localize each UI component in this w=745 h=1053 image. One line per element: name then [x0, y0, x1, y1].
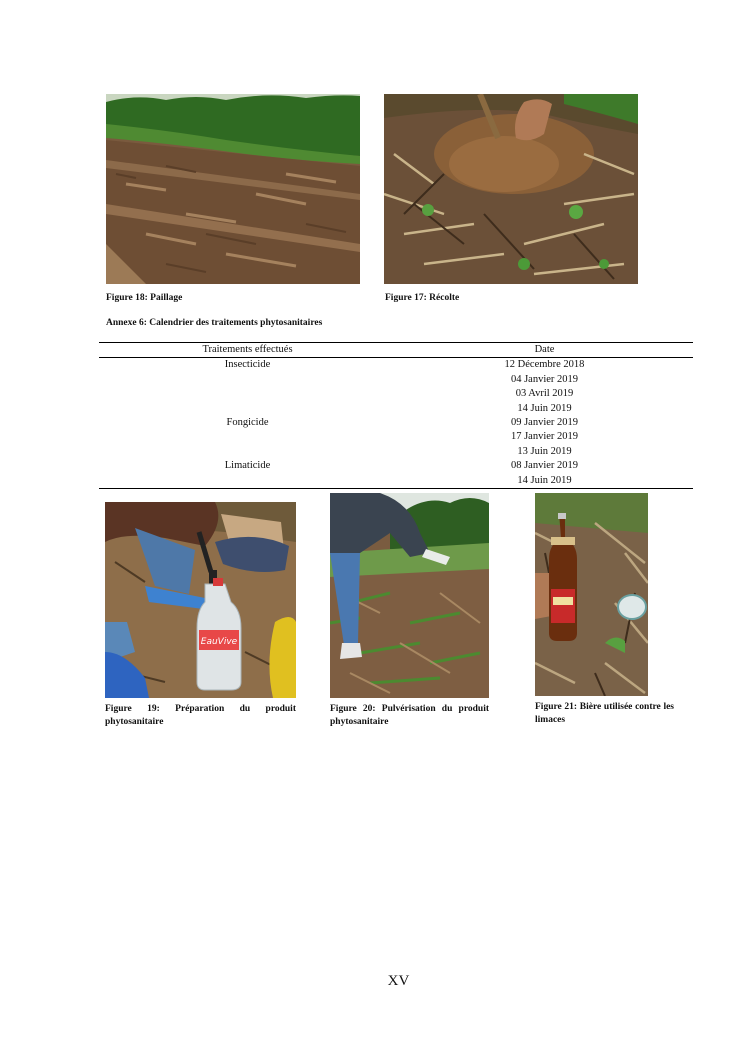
dates-cell: [396, 459, 693, 488]
header-date: Date: [396, 343, 693, 358]
table-row: [99, 459, 693, 488]
dates-cell: [396, 358, 693, 416]
figure-17-caption: Figure 17: Récolte: [385, 293, 460, 303]
treatment-cell: Limaticide: [99, 459, 396, 488]
date-value: 03 Avril 2019: [515, 388, 574, 400]
date-value: 04 Janvier 2019: [510, 373, 579, 385]
figure-19-caption: Figure 19: Préparation du produit phytosanitaire: [105, 704, 296, 727]
dates-cell: [396, 416, 693, 459]
figure-21-caption: Figure 21: Bière utilisée contre les limaces: [535, 702, 674, 725]
annex-title: Annexe 6: Calendrier des traitements phytosanitaires: [106, 318, 323, 328]
table-header-row: [99, 343, 693, 358]
date-value: 14 Juin 2019: [517, 402, 572, 414]
figure-18-photo: [106, 94, 360, 284]
date-value: 14 Juin 2019: [517, 474, 572, 486]
treatment-cell: Insecticide: [224, 359, 271, 371]
date-value: 09 Janvier 2019: [510, 417, 579, 429]
date-value: 13 Juin 2019: [517, 445, 572, 457]
figure-17-photo: [384, 94, 638, 284]
treatments-table: [99, 342, 693, 489]
date-value: 17 Janvier 2019: [510, 431, 579, 443]
figure-21-photo: [535, 493, 648, 696]
figure-18-caption: Figure 18: Paillage: [106, 293, 183, 303]
treatment-cell: Fongicide: [226, 417, 269, 429]
date-value: 12 Décembre 2018: [504, 359, 585, 371]
figure-19-photo: [105, 502, 296, 698]
page-number: XV: [387, 973, 410, 989]
date-value: 08 Janvier 2019: [510, 460, 579, 472]
figure-20-caption: Figure 20: Pulvérisation du produit phytosanitaire: [330, 704, 489, 727]
table-row: [99, 358, 693, 416]
header-treatments: Traitements effectués: [99, 343, 396, 358]
figure-20-photo: [330, 493, 489, 698]
bottle-label: EauVive: [200, 637, 238, 647]
table-row: [99, 416, 693, 459]
